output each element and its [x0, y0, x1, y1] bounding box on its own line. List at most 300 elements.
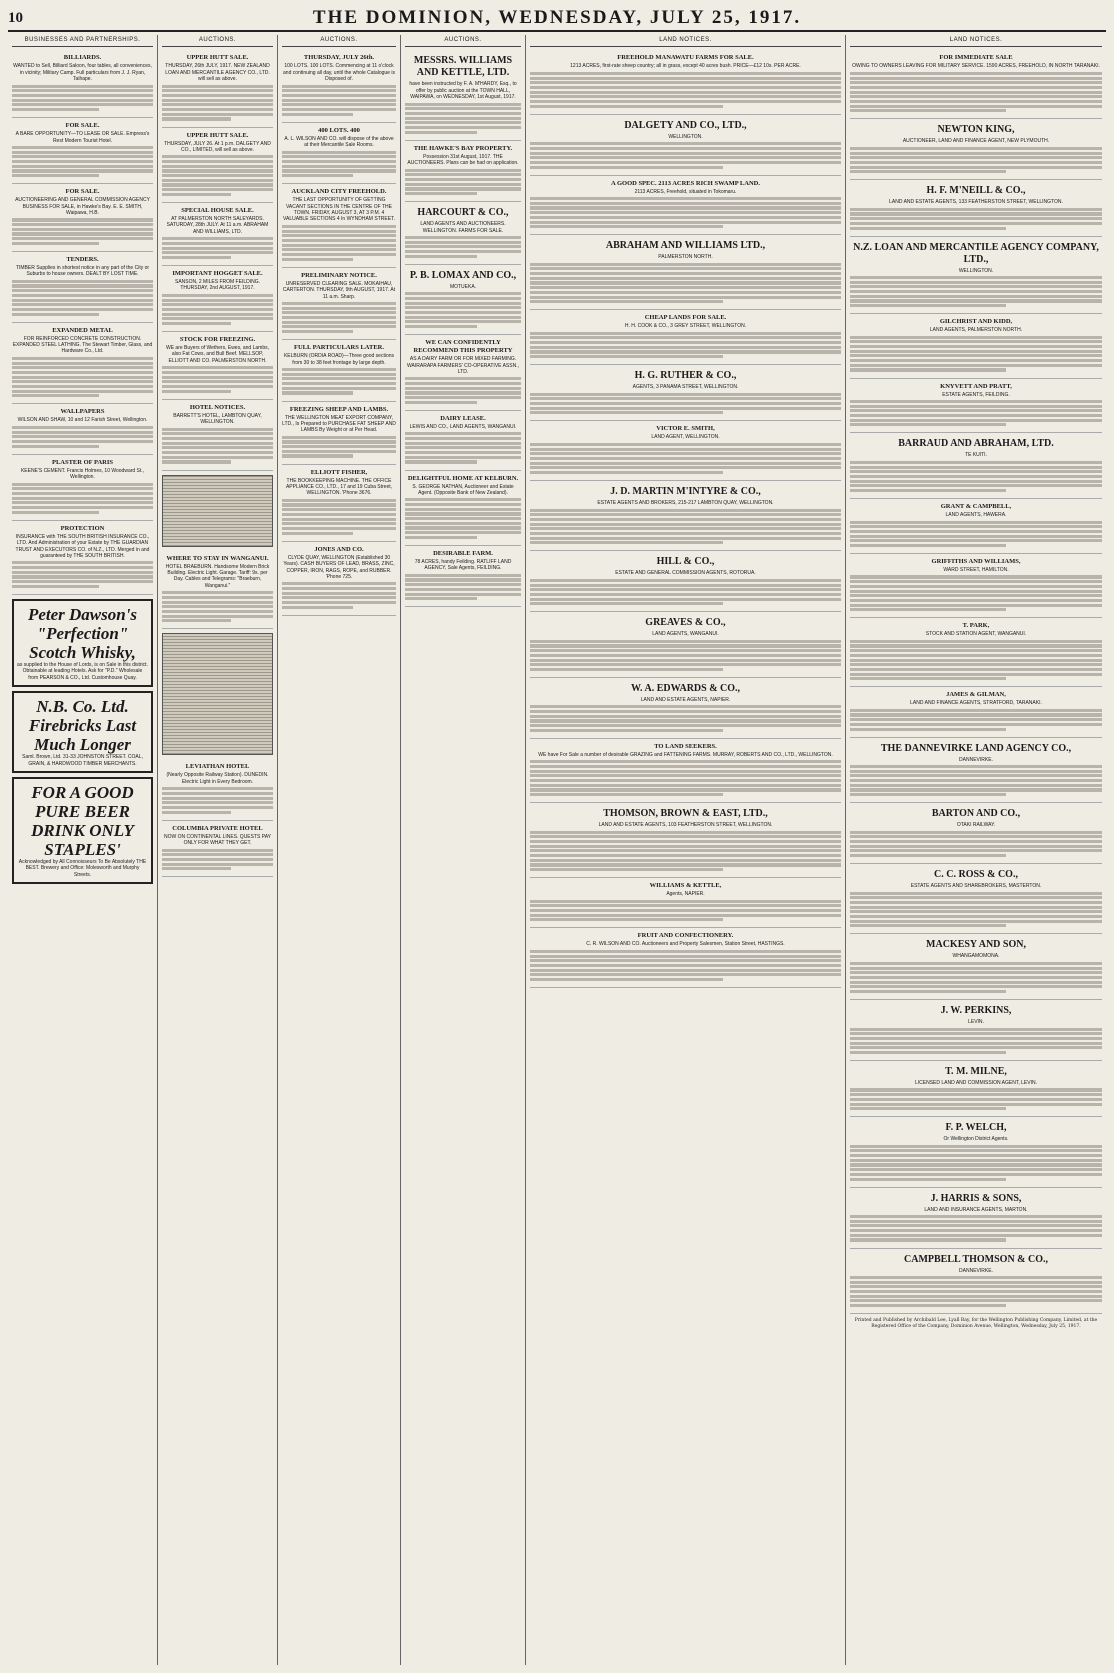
text-line: [850, 673, 1102, 676]
text-line: [530, 211, 841, 214]
text-line: [162, 432, 273, 435]
text-line: [850, 86, 1102, 89]
text-line: [162, 103, 273, 106]
text-line: [530, 904, 841, 907]
ad-heading: THE HAWKE'S BAY PROPERTY.: [413, 144, 513, 152]
ad-body: THURSDAY, JULY 26. At 1 p.m. DALGETY AND CO., LIMITED, will sell as above.: [164, 140, 271, 153]
text-line: [405, 126, 521, 129]
column-header: AUCTIONS.: [405, 35, 521, 47]
text-line: [850, 109, 1006, 112]
text-line: [530, 663, 841, 666]
text-line: [530, 774, 841, 777]
ad-body: FOR REINFORCED CONCRETE CONSTRUCTION. EXPANDED STEEL LATHING. The Stewart Timber, Glass, and Hardware Co., Ltd.: [12, 335, 153, 355]
text-line: [282, 253, 396, 256]
advertisement: [850, 1249, 1102, 1315]
text-line: [12, 380, 153, 383]
text-lines: [850, 1145, 1102, 1181]
text-line: [530, 840, 841, 843]
text-line: [282, 440, 396, 443]
text-line: [850, 854, 1006, 857]
text-line: [850, 400, 1102, 403]
text-line: [12, 308, 153, 311]
text-line: [282, 94, 396, 97]
text-line: [530, 341, 841, 344]
text-line: [530, 411, 723, 414]
text-line: [282, 316, 396, 319]
text-lines: [405, 574, 521, 601]
column-header: LAND NOTICES.: [850, 35, 1102, 47]
text-line: [530, 654, 841, 657]
text-line: [530, 161, 841, 164]
ad-heading: W. A. EDWARDS & CO.,: [630, 682, 741, 694]
text-line: [850, 1088, 1102, 1091]
text-line: [162, 591, 273, 594]
text-line: [850, 345, 1102, 348]
ad-body: SANSON, 2 MILES FROM FEILDING. THURSDAY, 2nd AUGUST, 1917.: [174, 279, 260, 292]
ad-heading: THURSDAY, JULY 26th.: [303, 54, 375, 62]
text-line: [850, 354, 1102, 357]
text-line: [162, 179, 273, 182]
text-lines: [850, 521, 1102, 548]
text-line: [850, 147, 1102, 150]
text-line: [850, 599, 1102, 602]
text-line: [162, 322, 231, 325]
text-line: [850, 521, 1102, 524]
text-line: [530, 859, 841, 862]
text-line: [405, 578, 521, 581]
text-line: [162, 460, 231, 463]
text-line: [405, 320, 521, 323]
text-line: [405, 183, 521, 186]
ad-heading: MESSRS. WILLIAMS AND KETTLE, LTD.: [413, 55, 513, 79]
advertisement: [530, 235, 841, 310]
text-line: [282, 234, 396, 237]
advertisement: [850, 50, 1102, 119]
text-line: [850, 470, 1102, 473]
advertisement: [162, 266, 273, 332]
text-line: [162, 108, 273, 111]
text-line: [12, 506, 153, 509]
text-line: [850, 299, 1102, 302]
text-line: [282, 592, 396, 595]
ad-heading: GRIFFITHS AND WILLIAMS,: [931, 558, 1021, 566]
text-line: [850, 981, 1102, 984]
text-line: [530, 593, 841, 596]
text-line: [850, 575, 1102, 578]
advertisement: [162, 128, 273, 203]
text-lines: [530, 332, 841, 359]
text-line: [12, 242, 99, 245]
text-line: [850, 713, 1102, 716]
ad-heading: FOR SALE.: [65, 122, 100, 130]
text-line: [530, 779, 841, 782]
text-lines: [282, 582, 396, 609]
text-line: [850, 1093, 1102, 1096]
text-line: [850, 227, 1006, 230]
text-line: [850, 295, 1102, 298]
text-lines: [850, 962, 1102, 993]
text-line: [530, 770, 841, 773]
text-lines: [850, 831, 1102, 858]
text-line: [530, 147, 841, 150]
text-line: [850, 466, 1102, 469]
text-line: [12, 390, 153, 393]
text-line: [850, 608, 1006, 611]
text-lines: [850, 400, 1102, 427]
advertisement: [282, 268, 396, 340]
ad-body: (Nearly Opposite Railway Station). DUNEDIN. Electric Light in Every Bedroom.: [166, 772, 269, 785]
text-line: [530, 719, 841, 722]
text-line: [282, 596, 396, 599]
text-line: [12, 371, 153, 374]
text-line: [530, 955, 841, 958]
text-lines: [405, 498, 521, 539]
text-lines: [12, 280, 153, 316]
ad-body: LAND AGENTS, HAWERA.: [945, 512, 1007, 519]
ad-body: WELLINGTON.: [668, 133, 703, 140]
text-line: [850, 1051, 1006, 1054]
text-line: [405, 103, 521, 106]
text-line: [530, 831, 841, 834]
text-line: [850, 276, 1102, 279]
newspaper-title: THE DOMINION, WEDNESDAY, JULY 25, 1917.: [312, 7, 802, 28]
advertisement: [530, 803, 841, 878]
text-line: [12, 228, 153, 231]
text-line: [405, 508, 521, 511]
text-line: [405, 377, 521, 380]
text-lines: [162, 294, 273, 325]
advertisement: [162, 400, 273, 471]
text-line: [530, 350, 841, 353]
text-line: [405, 536, 477, 539]
advertisement: [850, 803, 1102, 864]
text-line: [405, 460, 477, 463]
ad-body: 1213 ACRES, first-rate sheep country; all in grass, except 40 acres bush. PRICE—£12 10s. PER ACRE.: [570, 63, 801, 70]
ad-heading: C. C. ROSS & CO.,: [934, 869, 1018, 881]
text-line: [850, 1168, 1102, 1171]
text-line: [162, 94, 273, 97]
text-lines: [12, 483, 153, 514]
text-line: [282, 454, 353, 457]
text-line: [850, 359, 1102, 362]
ad-heading: TENDERS.: [66, 255, 99, 263]
text-lines: [530, 705, 841, 732]
text-line: [162, 806, 273, 809]
advertisement: [405, 50, 521, 140]
text-line: [12, 151, 153, 154]
ad-heading: UPPER HUTT SALE.: [186, 54, 249, 62]
text-line: [282, 89, 396, 92]
ad-heading: N.Z. LOAN AND MERCANTILE AGENCY COMPANY, LTD.,: [853, 241, 1099, 265]
text-line: [530, 355, 723, 358]
text-line: [850, 1304, 1006, 1307]
text-line: [850, 793, 1006, 796]
text-line: [405, 574, 521, 577]
text-line: [12, 357, 153, 360]
ad-heading: T. PARK,: [962, 622, 990, 630]
ad-body: OWING TO OWNERS LEAVING FOR MILITARY SERVICE. 1590 ACRES, FREEHOLD, IN NORTH TARANAKI.: [852, 63, 1100, 70]
text-line: [530, 457, 841, 460]
ad-heading: CAMPBELL THOMSON & CO.,: [904, 1253, 1048, 1265]
text-line: [530, 105, 723, 108]
advertisement: [405, 141, 521, 202]
ad-body: A. L. WILSON AND CO. will dispose of the above at their Mercantile Sale Rooms.: [284, 135, 394, 149]
text-line: [530, 659, 841, 662]
ad-heading: BILLIARDS.: [63, 54, 102, 62]
advertisement: [162, 759, 273, 820]
text-line: [282, 103, 396, 106]
ad-body: C. R. WILSON AND CO. Auctioneers and Property Salesmen, Station Street, HASTINGS.: [586, 941, 785, 948]
text-line: [405, 391, 521, 394]
text-line: [530, 978, 723, 981]
box-title: Peter Dawson's "Perfection" Scotch Whisky,: [27, 604, 138, 662]
text-lines: [850, 276, 1102, 307]
column-4: [401, 35, 526, 1665]
text-line: [850, 1028, 1102, 1031]
text-line: [530, 900, 841, 903]
advertisement: [850, 864, 1102, 934]
columns: [8, 35, 1106, 1665]
text-line: [850, 489, 1006, 492]
text-lines: [405, 432, 521, 463]
ad-body: CLYDE QUAY, WELLINGTON (Established 30 Years). CASH BUYERS OF LEAD, BRASS, ZINC, COPPER, IRON, RAGS, ROPE, and RUBBER. 'Phone 725.: [283, 554, 395, 580]
hotel-braeburn-illustration: [162, 633, 273, 755]
ad-body: Agents, NAPIER.: [666, 891, 705, 898]
text-line: [12, 575, 153, 578]
text-line: [405, 526, 521, 529]
text-line: [530, 765, 841, 768]
text-line: [12, 561, 153, 564]
text-line: [850, 976, 1102, 979]
text-line: [530, 705, 841, 708]
text-lines: [530, 579, 841, 606]
text-lines: [282, 436, 396, 458]
text-line: [162, 237, 273, 240]
text-lines: [162, 849, 273, 871]
box-title: FOR A GOOD PURE BEER DRINK ONLY STAPLES': [31, 782, 134, 859]
text-lines: [530, 197, 841, 228]
text-line: [162, 858, 273, 861]
text-line: [850, 539, 1102, 542]
ad-heading: IMPORTANT HOGGET SALE.: [172, 270, 263, 277]
text-line: [530, 277, 841, 280]
text-line: [850, 924, 1006, 927]
text-line: [162, 385, 273, 388]
advertisement: [12, 252, 153, 323]
advertisement: [282, 50, 396, 122]
ad-body: HOTEL BRAEBURN. Handsome Modern Brick Building. Electric Light. Garage. Tariff: 9s. per Day. Cables and Telegrams: "Braeburn, Wanganui.": [165, 563, 270, 589]
text-line: [530, 100, 841, 103]
text-lines: [282, 499, 396, 535]
text-line: [850, 1220, 1102, 1223]
text-line: [530, 393, 841, 396]
text-line: [850, 423, 1006, 426]
text-lines: [850, 1215, 1102, 1242]
text-line: [850, 892, 1102, 895]
advertisement: [282, 465, 396, 542]
text-line: [12, 103, 153, 106]
advertisement: [530, 421, 841, 481]
text-line: [12, 445, 99, 448]
text-line: [12, 431, 153, 434]
text-line: [162, 605, 273, 608]
text-line: [850, 368, 1006, 371]
text-line: [530, 402, 841, 405]
text-line: [850, 475, 1102, 478]
ad-heading: BARRAUD AND ABRAHAM, LTD.: [898, 438, 1054, 450]
text-line: [12, 303, 153, 306]
text-line: [530, 202, 841, 205]
column-header: LAND NOTICES.: [530, 35, 841, 47]
advertisement: [850, 934, 1102, 1000]
ad-heading: FREEZING SHEEP AND LAMBS.: [289, 405, 389, 413]
text-line: [282, 85, 396, 88]
text-line: [850, 723, 1102, 726]
text-line: [530, 206, 841, 209]
ad-body: WE have For Sale a number of desirable GRAZING and FATTENING FARMS. MURRAY, ROBERTS AND CO., LTD., WELLINGTON.: [538, 751, 833, 758]
advertisement: [162, 203, 273, 266]
ad-body: ESTATE AGENTS AND SHAREBROKERS, MASTERTON.: [910, 883, 1042, 890]
ad-heading: CHEAP LANDS FOR SALE.: [644, 314, 727, 322]
text-line: [405, 245, 521, 248]
text-line: [850, 845, 1102, 848]
barretts-hotel-illustration: [162, 475, 273, 547]
ad-heading: LEVIATHAN HOTEL: [185, 763, 250, 771]
ad-heading: FOR IMMEDIATE SALE: [939, 54, 1013, 62]
text-line: [282, 377, 396, 380]
text-line: [405, 517, 521, 520]
text-lines: [162, 591, 273, 622]
text-line: [282, 160, 396, 163]
text-line: [405, 531, 521, 534]
advertisement: [850, 1188, 1102, 1249]
text-line: [282, 321, 396, 324]
advertisement: [530, 551, 841, 612]
ad-body: KEENE'S CEMENT. Francis Holmes, 10 Woodward St., Wellington.: [20, 467, 145, 481]
text-line: [12, 435, 153, 438]
text-line: [162, 376, 273, 379]
text-line: [12, 99, 153, 102]
ad-heading: GILCHRIST AND KIDD,: [939, 318, 1013, 326]
text-line: [530, 300, 723, 303]
text-line: [405, 401, 477, 404]
text-line: [850, 985, 1102, 988]
text-lines: [405, 236, 521, 258]
advertisement: [530, 928, 841, 988]
text-line: [850, 95, 1102, 98]
text-line: [530, 602, 723, 605]
text-line: [530, 281, 841, 284]
text-line: [530, 909, 841, 912]
text-line: [850, 1238, 1006, 1241]
ad-body: TE KUITI.: [965, 452, 987, 459]
text-line: [530, 845, 841, 848]
column-5: [526, 35, 846, 1665]
text-line: [530, 710, 841, 713]
boxed-advertisement: [12, 599, 153, 687]
advertisement: [530, 678, 841, 739]
text-line: [405, 451, 521, 454]
text-line: [405, 169, 521, 172]
text-line: [850, 765, 1102, 768]
text-line: [282, 230, 396, 233]
text-line: [162, 428, 273, 431]
advertisement: [850, 1061, 1102, 1117]
ad-heading: DAIRY LEASE.: [440, 414, 486, 422]
text-line: [850, 668, 1102, 671]
text-line: [405, 456, 521, 459]
text-lines: [530, 900, 841, 922]
text-line: [405, 396, 521, 399]
ad-heading: FULL PARTICULARS LATER.: [293, 344, 384, 352]
text-line: [12, 108, 99, 111]
ad-heading: F. P. WELCH,: [945, 1122, 1007, 1134]
boxed-advertisement: [12, 777, 153, 884]
text-line: [850, 1107, 1006, 1110]
text-line: [405, 593, 521, 596]
text-line: [12, 440, 153, 443]
text-line: [12, 487, 153, 490]
text-lines: [282, 151, 396, 178]
text-line: [530, 849, 841, 852]
ad-body: WELLINGTON.: [958, 267, 994, 274]
text-line: [530, 466, 841, 469]
text-line: [850, 461, 1102, 464]
text-line: [530, 588, 841, 591]
advertisement: [405, 411, 521, 471]
text-lines: [12, 85, 153, 112]
text-line: [12, 580, 153, 583]
text-line: [282, 450, 396, 453]
text-line: [282, 601, 396, 604]
text-line: [162, 303, 273, 306]
text-lines: [850, 1276, 1102, 1307]
text-lines: [850, 208, 1102, 230]
text-line: [162, 456, 273, 459]
text-line: [12, 289, 153, 292]
text-line: [405, 250, 521, 253]
text-lines: [282, 302, 396, 333]
text-line: [530, 225, 723, 228]
advertisement: [850, 1117, 1102, 1187]
text-line: [850, 915, 1102, 918]
text-line: [530, 950, 841, 953]
text-line: [850, 971, 1102, 974]
text-line: [162, 610, 273, 613]
text-line: [12, 566, 153, 569]
text-line: [850, 840, 1102, 843]
ad-body: LEVIN.: [968, 1019, 984, 1026]
text-line: [162, 299, 273, 302]
ad-heading: PLASTER OF PARIS: [51, 458, 114, 466]
text-line: [162, 442, 273, 445]
text-lines: [162, 428, 273, 464]
advertisement: [850, 180, 1102, 236]
text-line: [282, 307, 396, 310]
text-lines: [12, 357, 153, 398]
text-line: [282, 99, 396, 102]
text-line: [12, 284, 153, 287]
text-line: [530, 346, 841, 349]
text-line: [530, 272, 841, 275]
text-line: [530, 216, 841, 219]
advertisement: [530, 612, 841, 678]
text-line: [405, 583, 521, 586]
text-lines: [850, 336, 1102, 372]
ad-body: PALMERSTON NORTH.: [658, 254, 713, 261]
ad-body: 2113 ACRES, Freehold, situated in Tokomaru.: [634, 188, 737, 195]
advertisement: [282, 542, 396, 616]
